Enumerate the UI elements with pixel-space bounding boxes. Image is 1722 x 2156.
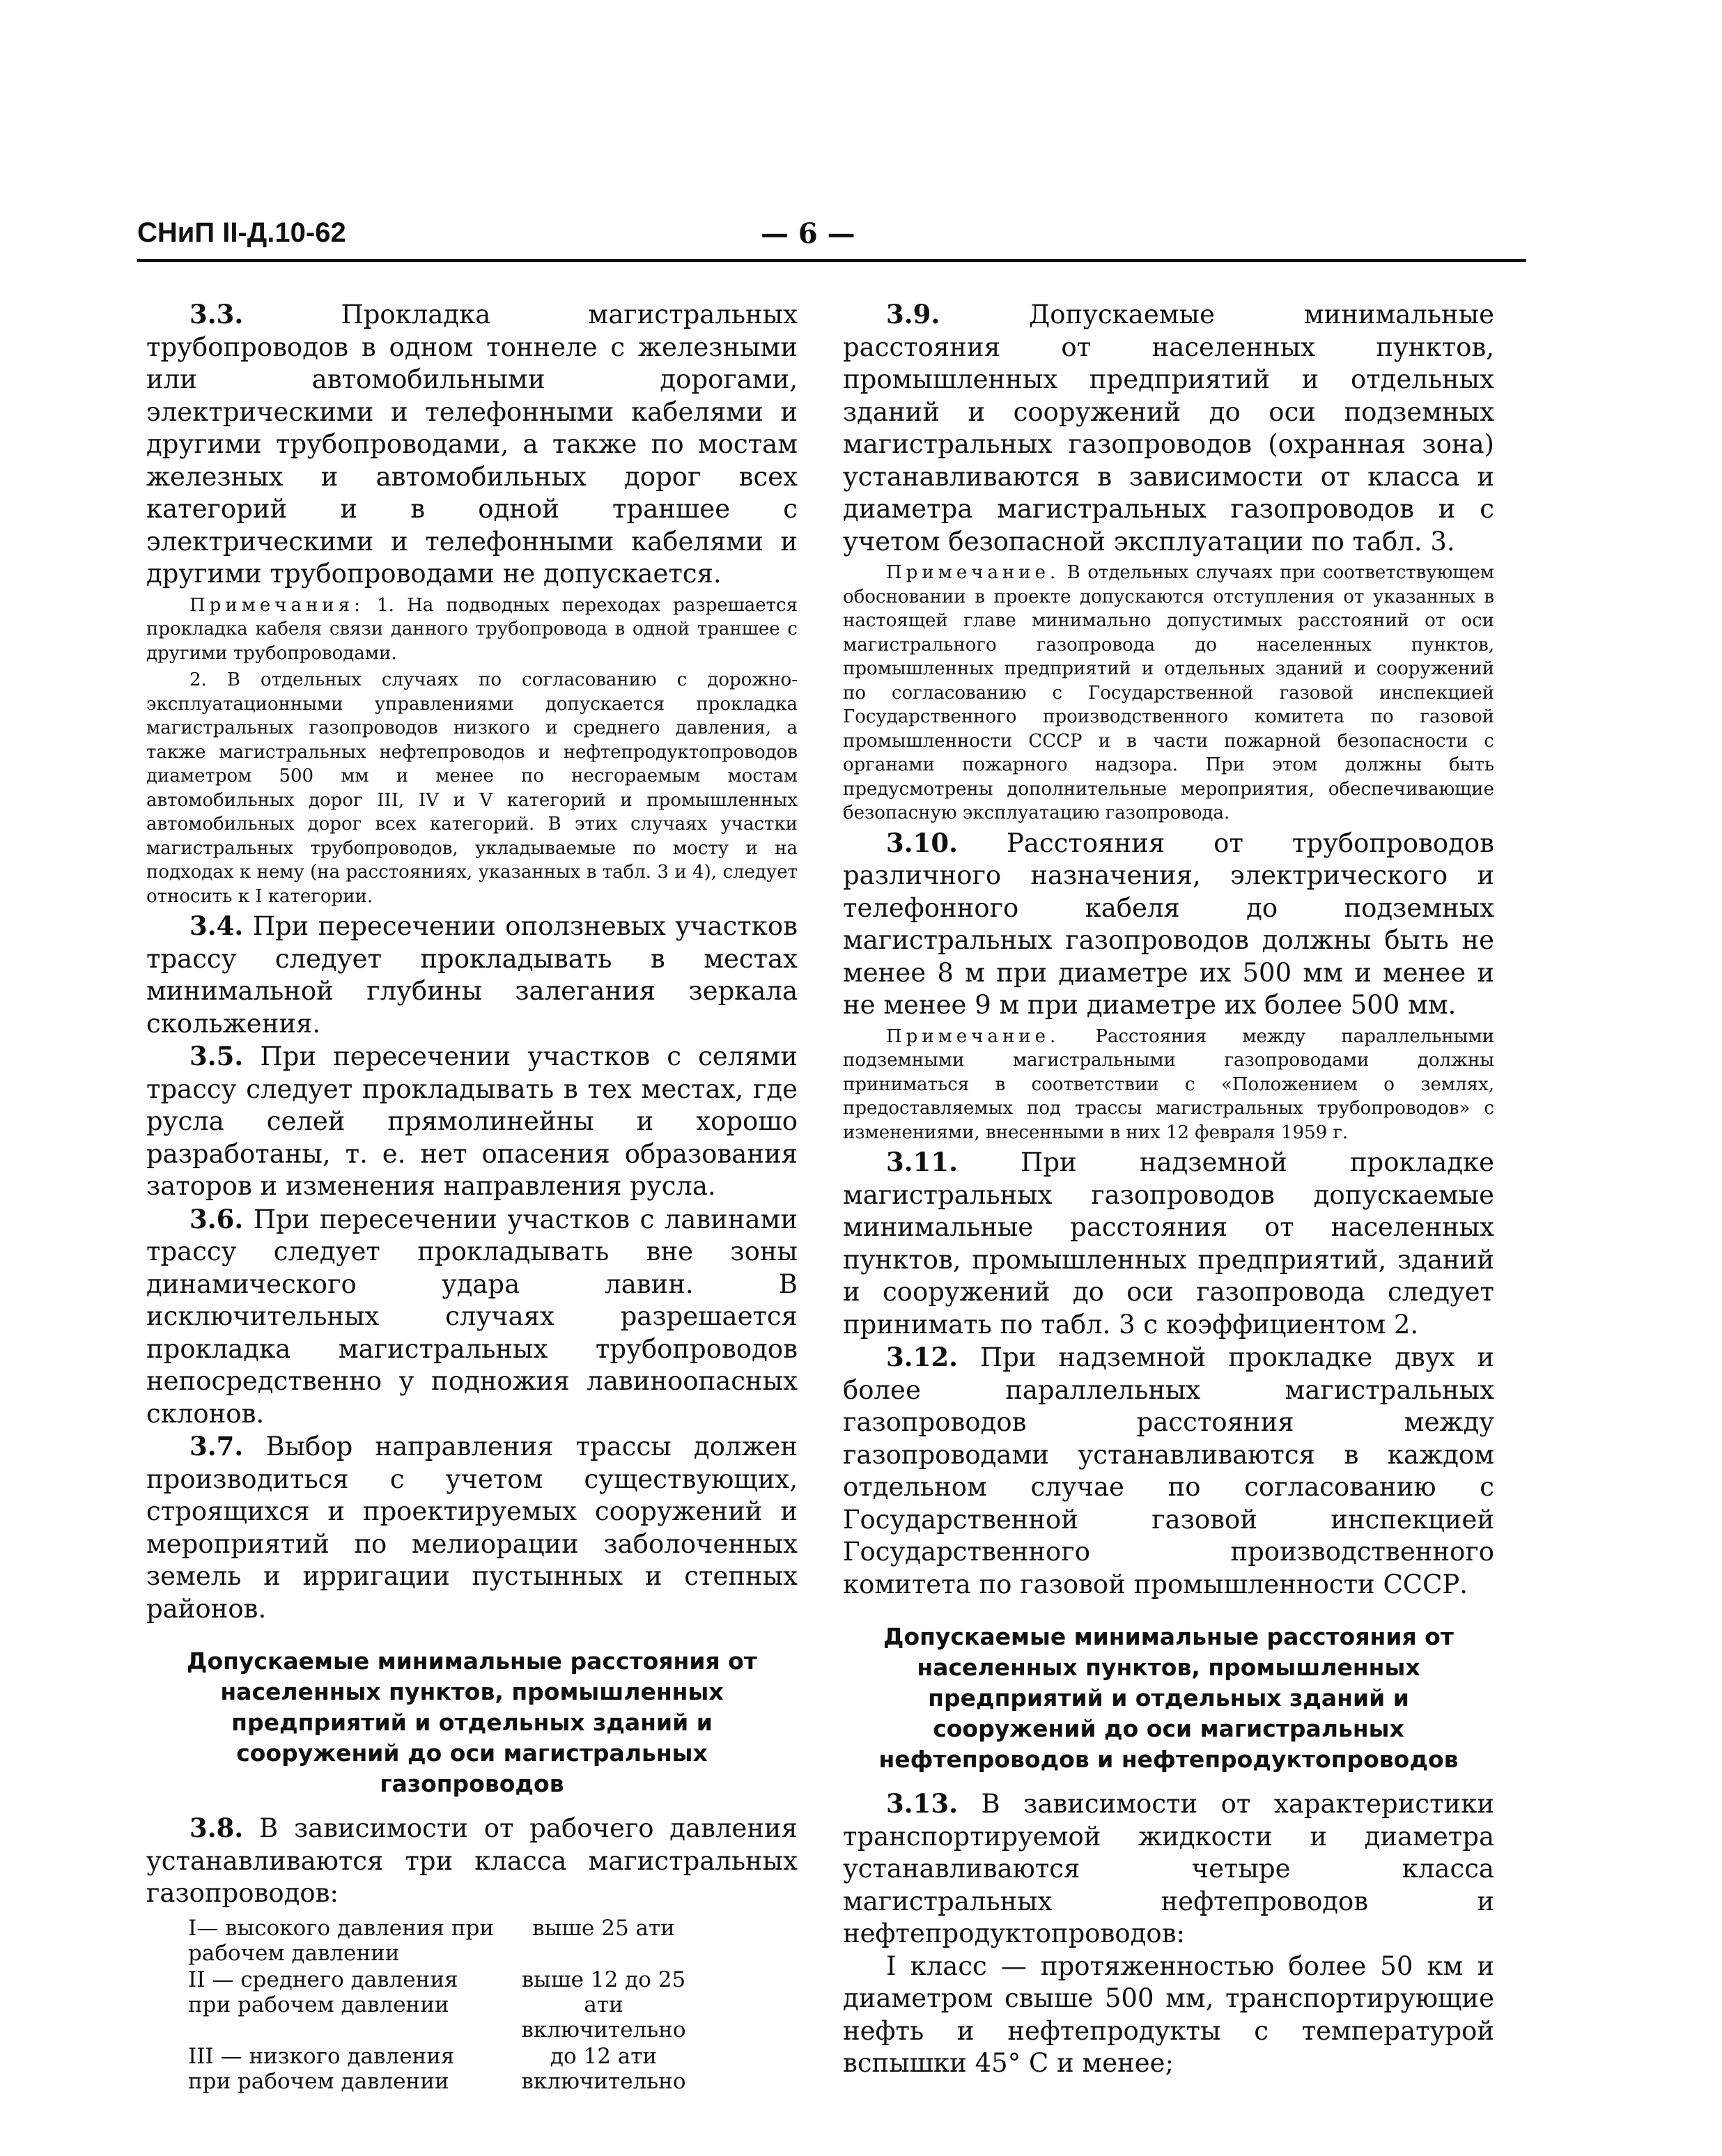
note-text: В отдельных случаях при соответствующем обосновании в проекте допускаются отступления от указанных в настоящей главе минимально допустимых расстояний от оси магистрального газопровода до населенных пунктов, промышленных предприятий и отдельных зданий и сооружений по согласованию с Государственной газовой инспекцией Государственного производственного комитета по газовой промышленности СССР и в части пожарной безопасности с органами пожарного надзора. При этом должны быть предусмотрены дополнительные мероприятия, обеспечивающие безопасную эксплуатацию газопровода. xyxy=(843,562,1495,823)
note-3-10 xyxy=(843,1025,1494,1145)
clause-number: 3.10. xyxy=(886,827,958,858)
note-text: Расстояния между параллельными подземными магистральными газопроводами должны приниматься в соответствии с «Положением о землях, предоставляемых под трассы магистральных трубопроводов» с изменениями, внесенными в них 12 февраля 1959 г. xyxy=(843,1025,1495,1143)
note-text: 1. На подводных переходах разрешается прокладка кабеля связи данного трубопровода в одной траншее с другими трубопроводами. xyxy=(146,594,798,664)
clause-number: 3.3. xyxy=(189,299,244,329)
section-heading-gas: Допускаемые минимальные расстояния от населенных пунктов, промышленных предприятий и отдельных зданий и сооружений до оси магистральных газопроводов xyxy=(187,1647,757,1797)
clause-number: 3.5. xyxy=(189,1041,244,1071)
clause-number: 3.9. xyxy=(886,299,940,329)
paragraph-text: При пересечении участков с селями трассу следует прокладывать в тех местах, где русла селей прямолинейны и хорошо разработаны, т. е. нет опасения образования заторов и изменения направления русла. xyxy=(146,1041,798,1201)
paragraph-3-3 xyxy=(146,298,798,591)
document-code: СНиП II-Д.10-62 xyxy=(137,217,346,248)
class-name: I— высокого давления при рабочем давлении xyxy=(188,1915,495,1966)
clause-number: 3.6. xyxy=(189,1203,244,1234)
class-value: выше 12 до 25 ати включительно xyxy=(521,1967,686,2042)
left-column xyxy=(146,298,798,2095)
clause-number: 3.7. xyxy=(189,1431,244,1461)
paragraph-3-12 xyxy=(843,1341,1494,1601)
paragraph-text: При пересечении участков с лавинами трассу следует прокладывать вне зоны динамического удара лавин. В исключительных случаях разрешается прокладка магистральных трубопроводов непосредственно у подножия лавиноопасных склонов. xyxy=(146,1204,798,1429)
clause-number: 3.8. xyxy=(189,1813,244,1843)
pressure-class-table xyxy=(174,1916,704,2095)
paragraph-text: В зависимости от характеристики транспортируемой жидкости и диаметра устанавливаются четыре класса магистральных нефтепроводов и нефтепродуктопроводов: xyxy=(843,1789,1495,1948)
table-row xyxy=(174,1916,704,1967)
paragraph-3-8 xyxy=(146,1812,798,1910)
clause-number: 3.12. xyxy=(886,1342,958,1372)
class-value: выше 25 ати xyxy=(532,1915,675,1941)
page-number: — 6 — xyxy=(761,217,855,250)
paragraph-3-9 xyxy=(843,298,1494,558)
note-3-3-2: 2. В отдельных случаях по согласованию с дорожно-эксплуатационными управлениями допускается прокладка магистральных газопроводов низкого и среднего давления, а также магистральных нефтепроводов и нефтепродуктопроводов диаметром 500 мм и менее по несгораемым мостам автомобильных дорог III, IV и V категорий и промышленных автомобильных дорог всех категорий. В этих случаях участки магистральных трубопроводов, укладываемые по мосту и на подходах к нему (на расстояниях, указанных в табл. 3 и 4), следует относить к I категории. xyxy=(146,669,798,907)
right-column xyxy=(843,298,1494,2080)
paragraph-3-7 xyxy=(146,1430,798,1625)
paragraph-3-11 xyxy=(843,1146,1494,1341)
clause-number: 3.11. xyxy=(886,1147,958,1177)
section-heading-oil: Допускаемые минимальные расстояния от населенных пунктов, промышленных предприятий и отдельных зданий и сооружений до оси магистральных нефтепроводов и нефтепродуктопроводов xyxy=(878,1623,1459,1773)
note-label: Примечания: xyxy=(189,594,364,616)
paragraph-3-6 xyxy=(146,1203,798,1431)
paragraph-text: В зависимости от рабочего давления устанавливаются три класса магистральных газопроводов: xyxy=(146,1813,798,1908)
note-3-9 xyxy=(843,561,1494,825)
note-label: Примечание. xyxy=(886,562,1060,583)
paragraph-3-10 xyxy=(843,827,1494,1022)
clause-number: 3.4. xyxy=(189,910,244,941)
table-row xyxy=(174,2044,704,2095)
paragraph-text: Прокладка магистральных трубопроводов в одном тоннеле с железными или автомобильными дорогами, электрическими и телефонными кабелями и другими трубопроводами, а также по мостам железных и автомобильных дорог всех категорий и в одной траншее с электрическими и телефонными кабелями и другими трубопроводами не допускается. xyxy=(146,300,798,589)
paragraph-3-4 xyxy=(146,910,798,1040)
class-value: до 12 ати включительно xyxy=(521,2043,686,2094)
paragraph-text: Выбор направления трассы должен производиться с учетом существующих, строящихся и проектируемых сооружений и мероприятий по мелиорации заболоченных земель и ирригации пустынных и степных районов. xyxy=(146,1432,798,1624)
paragraph-text: Допускаемые минимальные расстояния от населенных пунктов, промышленных предприятий и отдельных зданий и сооружений до оси подземных магистральных газопроводов (охранная зона) устанавливаются в зависимости от класса и диаметра магистральных газопроводов и с учетом безопасной эксплуатации по табл. 3. xyxy=(843,300,1495,557)
page-header xyxy=(137,217,1525,259)
paragraph-text: При надземной прокладке магистральных газопроводов допускаемые минимальные расстояния от населенных пунктов, промышленных предприятий, зданий и сооружений до оси газопровода следует принимать по табл. 3 с коэффициентом 2. xyxy=(843,1147,1494,1340)
oil-class-1: I класс — протяженностью более 50 км и диаметром свыше 500 мм, транспортирующие нефть и нефтепродукты с температурой вспышки 45° С и менее; xyxy=(843,1951,1494,2078)
class-name: III — низкого давления при рабочем давлении xyxy=(188,2043,455,2094)
header-rule xyxy=(137,259,1526,262)
paragraph-text: При пересечении оползневых участков трассу следует прокладывать в местах минимальной глубины залегания зеркала скольжения. xyxy=(146,911,798,1039)
clause-number: 3.13. xyxy=(886,1788,958,1819)
note-3-3-1 xyxy=(146,594,798,666)
paragraph-3-13 xyxy=(843,1787,1494,1951)
paragraph-text: Расстояния от трубопроводов различного назначения, электрического и телефонного кабеля до подземных магистральных газопроводов должны быть не менее 8 м при диаметре их 500 мм и менее и не менее 9 м при диаметре их более 500 мм. xyxy=(843,828,1495,1020)
class-name: II — среднего давления при рабочем давлении xyxy=(188,1967,458,2017)
paragraph-text: При надземной прокладке двух и более параллельных магистральных газопроводов расстояния между газопроводами устанавливаются в каждом отдельном случае по согласованию с Государственной газовой инспекцией Государственного производственного комитета по газовой промышленности СССР. xyxy=(843,1342,1495,1599)
table-row xyxy=(174,1967,704,2044)
note-label: Примечание. xyxy=(886,1025,1060,1047)
paragraph-3-5 xyxy=(146,1040,798,1203)
